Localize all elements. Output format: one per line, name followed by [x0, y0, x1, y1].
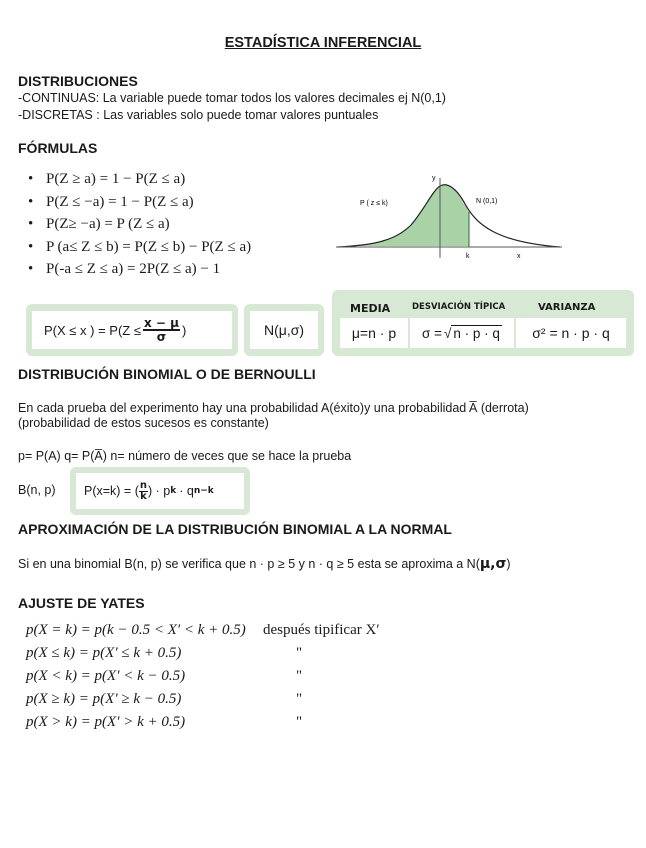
normal-curve-graph	[336, 170, 562, 262]
yates-row	[26, 691, 626, 708]
media-label: MEDIA	[350, 302, 391, 315]
page-title: ESTADÍSTICA INFERENCIAL	[224, 35, 422, 51]
binomial-formula-mid: ) · p	[148, 484, 171, 498]
graph-axis-k: k	[466, 253, 470, 260]
desviacion-formula: σ = √ n · p · q	[410, 318, 514, 348]
discretas-text: -DISCRETAS : Las variables solo puede tomar valores puntuales	[18, 108, 379, 122]
yates-note: después tipificar X′	[263, 622, 380, 638]
yates-heading: AJUSTE DE YATES	[18, 595, 145, 611]
aproximacion-close: )	[506, 557, 511, 571]
yates-row	[26, 714, 626, 731]
yates-ditto: "	[296, 668, 303, 684]
parameters-box	[332, 290, 634, 356]
distribuciones-heading: DISTRIBUCIONES	[18, 73, 138, 89]
yates-ditto: "	[296, 714, 303, 730]
binomial-formula-box	[70, 467, 250, 515]
formulas-list	[28, 168, 251, 281]
yates-ditto: "	[296, 645, 303, 661]
yates-expr: p(X ≥ k) = p(X′ ≥ k − 0.5)	[26, 691, 182, 707]
desviacion-label: DESVIACIÓN TÍPICA	[412, 302, 506, 312]
yates-expr: p(X = k) = p(k − 0.5 < X′ < k + 0.5)	[26, 622, 246, 638]
tipificar-den: σ	[156, 330, 167, 344]
graph-label-right: N (0,1)	[476, 198, 498, 205]
binomial-formula-q: · q	[179, 484, 194, 498]
yates-expr: p(X < k) = p(X′ < k − 0.5)	[26, 668, 186, 684]
formula-item: • P(Z ≥ a) = 1 − P(Z ≤ a)	[28, 171, 186, 187]
formula-item: • P(Z ≤ −a) = 1 − P(Z ≤ a)	[28, 193, 194, 210]
coef-k: k	[140, 490, 147, 502]
p-exponent: k	[170, 486, 177, 496]
formula-item: • P(Z≥ −a) = P (Z ≤ a)	[28, 216, 170, 232]
yates-row	[26, 622, 626, 639]
aproximacion-text	[18, 556, 511, 572]
binomial-text-1: En cada prueba del experimento hay una probabilidad A(éxito)y una probabilidad A̅ (derrota)	[18, 401, 529, 415]
yates-ditto: "	[296, 691, 303, 707]
tipificar-fraction	[143, 317, 180, 343]
tipificar-lhs: P(X ≤ x ) = P(Z ≤	[44, 322, 141, 338]
coef-n: n	[139, 479, 147, 491]
binomial-formula-lhs: P(x=k) = (	[84, 484, 139, 498]
yates-row	[26, 668, 626, 685]
aproximacion-normal: μ,σ	[479, 556, 507, 572]
tipificar-close: )	[181, 322, 187, 338]
binomial-definitions: p= P(A) q= P(A̅) n= número de veces que se hace la prueba	[18, 449, 352, 463]
shaded-area	[344, 185, 469, 246]
tipificar-box	[26, 304, 238, 356]
binomial-formula	[76, 473, 244, 509]
formula-item: • P (a≤ Z ≤ b) = P(Z ≤ b) − P(Z ≤ a)	[28, 238, 252, 255]
yates-row	[26, 645, 626, 662]
binomial-text-2: (probabilidad de estos sucesos es constante)	[18, 416, 269, 430]
binomial-heading: DISTRIBUCIÓN BINOMIAL O DE BERNOULLI	[18, 366, 316, 382]
formula-item: • P(-a ≤ Z ≤ a) = 2P(Z ≤ a) − 1	[28, 261, 221, 277]
aproximacion-sentence: Si en una binomial B(n, p) se verifica que n · p ≥ 5 y n · q ≥ 5 esta se aproxima a N(	[18, 557, 480, 571]
desviacion-lhs: σ =	[422, 325, 442, 341]
binomial-coefficient	[139, 481, 148, 502]
desviacion-radicand: n · p · q	[453, 326, 500, 341]
q-exponent: n−k	[193, 486, 214, 496]
tipificar-num: x − μ	[143, 316, 179, 330]
yates-expr: p(X ≤ k) = p(X′ ≤ k + 0.5)	[26, 645, 182, 661]
normal-box	[244, 304, 324, 356]
aproximacion-heading: APROXIMACIÓN DE LA DISTRIBUCIÓN BINOMIAL A LA NORMAL	[18, 521, 452, 537]
continuas-text: -CONTINUAS: La variable puede tomar todos los valores decimales ej N(0,1)	[18, 91, 446, 105]
normal-notation: N(μ,σ)	[250, 311, 318, 349]
yates-expr: p(X > k) = p(X′ > k + 0.5)	[26, 714, 186, 730]
graph-axis-x: x	[517, 253, 521, 260]
media-formula: μ=n · p	[340, 318, 408, 348]
graph-axis-y: y	[432, 175, 436, 182]
varianza-formula: σ² = n · p · q	[516, 318, 626, 348]
varianza-label: VARIANZA	[538, 302, 596, 313]
formulas-heading: FÓRMULAS	[18, 140, 98, 156]
graph-label-left: P ( z ≤ k)	[360, 200, 388, 207]
binomial-notation: B(n, p)	[18, 483, 56, 497]
